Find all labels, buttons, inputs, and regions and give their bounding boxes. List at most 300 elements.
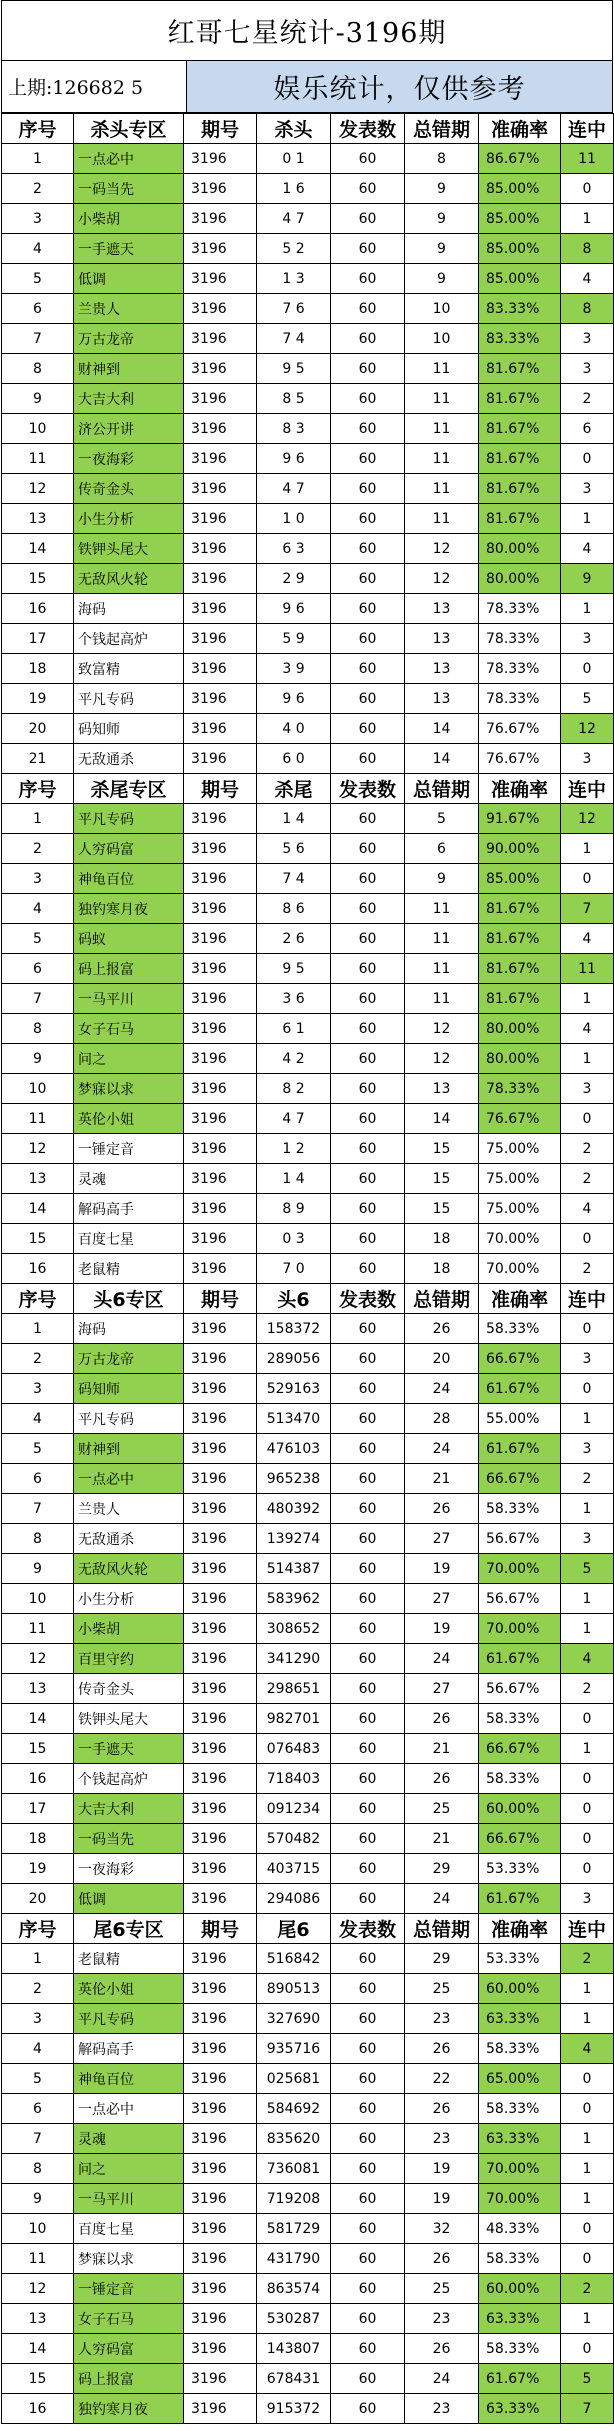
win-streak: 3 xyxy=(561,1524,614,1554)
header-count: 发表数 xyxy=(331,114,405,144)
table-row xyxy=(2,2214,614,2244)
accuracy-rate: 81.67% xyxy=(479,414,561,444)
win-streak: 0 xyxy=(561,444,614,474)
issue-number: 3196 xyxy=(184,2274,257,2304)
issue-number: 3196 xyxy=(184,1644,257,1674)
total-errors: 14 xyxy=(405,744,479,774)
issue-number: 3196 xyxy=(184,954,257,984)
issue-number: 3196 xyxy=(184,594,257,624)
post-count: 60 xyxy=(331,594,405,624)
post-count: 60 xyxy=(331,2304,405,2334)
table-row xyxy=(2,654,614,684)
predictor-name: 一夜海彩 xyxy=(74,444,184,474)
post-count: 60 xyxy=(331,2064,405,2094)
prediction-value: 4 7 xyxy=(257,204,331,234)
prediction-value: 1 2 xyxy=(257,1134,331,1164)
prediction-value: 9 6 xyxy=(257,594,331,624)
prediction-value: 143807 xyxy=(257,2334,331,2364)
table-row xyxy=(2,1104,614,1134)
last-issue-result: 上期:126682 5 xyxy=(2,61,187,112)
table-row xyxy=(2,624,614,654)
prediction-value: 9 6 xyxy=(257,444,331,474)
accuracy-rate: 75.00% xyxy=(479,1134,561,1164)
row-index: 20 xyxy=(2,1884,74,1914)
win-streak: 3 xyxy=(561,744,614,774)
prediction-value: 139274 xyxy=(257,1524,331,1554)
issue-number: 3196 xyxy=(184,984,257,1014)
row-index: 14 xyxy=(2,1704,74,1734)
accuracy-rate: 61.67% xyxy=(479,1644,561,1674)
issue-number: 3196 xyxy=(184,144,257,174)
table-row xyxy=(2,2034,614,2064)
total-errors: 14 xyxy=(405,714,479,744)
issue-number: 3196 xyxy=(184,1734,257,1764)
total-errors: 26 xyxy=(405,1764,479,1794)
total-errors: 9 xyxy=(405,174,479,204)
issue-number: 3196 xyxy=(184,384,257,414)
win-streak: 9 xyxy=(561,564,614,594)
prediction-value: 584692 xyxy=(257,2094,331,2124)
predictor-name: 女子石马 xyxy=(74,2304,184,2334)
win-streak: 1 xyxy=(561,2304,614,2334)
predictor-name: 一手遮天 xyxy=(74,234,184,264)
row-index: 4 xyxy=(2,894,74,924)
row-index: 14 xyxy=(2,1194,74,1224)
table-row xyxy=(2,1764,614,1794)
total-errors: 11 xyxy=(405,444,479,474)
issue-number: 3196 xyxy=(184,1974,257,2004)
row-index: 12 xyxy=(2,1134,74,1164)
total-errors: 11 xyxy=(405,924,479,954)
predictor-name: 问之 xyxy=(74,2154,184,2184)
header-index: 序号 xyxy=(2,1284,74,1314)
accuracy-rate: 58.33% xyxy=(479,1704,561,1734)
post-count: 60 xyxy=(331,1344,405,1374)
total-errors: 28 xyxy=(405,1404,479,1434)
row-index: 1 xyxy=(2,804,74,834)
predictor-name: 小柴胡 xyxy=(74,204,184,234)
row-index: 4 xyxy=(2,1404,74,1434)
issue-number: 3196 xyxy=(184,1464,257,1494)
total-errors: 27 xyxy=(405,1524,479,1554)
post-count: 60 xyxy=(331,1524,405,1554)
issue-number: 3196 xyxy=(184,1944,257,1974)
predictor-name: 英伦小姐 xyxy=(74,1104,184,1134)
prediction-value: 7 6 xyxy=(257,294,331,324)
post-count: 60 xyxy=(331,234,405,264)
table-row xyxy=(2,2184,614,2214)
row-index: 7 xyxy=(2,2124,74,2154)
prediction-value: 480392 xyxy=(257,1494,331,1524)
win-streak: 3 xyxy=(561,1434,614,1464)
accuracy-rate: 56.67% xyxy=(479,1674,561,1704)
issue-number: 3196 xyxy=(184,1824,257,1854)
total-errors: 18 xyxy=(405,1254,479,1284)
header-accuracy: 准确率 xyxy=(479,114,561,144)
win-streak: 0 xyxy=(561,1224,614,1254)
prediction-value: 6 1 xyxy=(257,1014,331,1044)
predictor-name: 灵魂 xyxy=(74,1164,184,1194)
predictor-name: 传奇金头 xyxy=(74,1674,184,1704)
accuracy-rate: 80.00% xyxy=(479,564,561,594)
table-row xyxy=(2,594,614,624)
issue-number: 3196 xyxy=(184,1194,257,1224)
table-row xyxy=(2,1614,614,1644)
accuracy-rate: 58.33% xyxy=(479,2094,561,2124)
issue-number: 3196 xyxy=(184,1614,257,1644)
prediction-value: 2 6 xyxy=(257,924,331,954)
accuracy-rate: 91.67% xyxy=(479,804,561,834)
post-count: 60 xyxy=(331,204,405,234)
predictor-name: 独钓寒月夜 xyxy=(74,2394,184,2424)
predictor-name: 老鼠精 xyxy=(74,1944,184,1974)
accuracy-rate: 85.00% xyxy=(479,264,561,294)
subtitle-row xyxy=(1,60,613,113)
issue-number: 3196 xyxy=(184,714,257,744)
total-errors: 12 xyxy=(405,534,479,564)
total-errors: 20 xyxy=(405,1344,479,1374)
post-count: 60 xyxy=(331,894,405,924)
total-errors: 11 xyxy=(405,984,479,1014)
win-streak: 12 xyxy=(561,714,614,744)
prediction-value: 298651 xyxy=(257,1674,331,1704)
table-row xyxy=(2,414,614,444)
header-zone: 尾6专区 xyxy=(74,1914,184,1944)
header-errors: 总错期 xyxy=(405,1914,479,1944)
total-errors: 21 xyxy=(405,1464,479,1494)
win-streak: 3 xyxy=(561,1884,614,1914)
table-row xyxy=(2,2094,614,2124)
accuracy-rate: 58.33% xyxy=(479,2034,561,2064)
row-index: 9 xyxy=(2,384,74,414)
row-index: 19 xyxy=(2,684,74,714)
predictor-name: 万古龙帝 xyxy=(74,1344,184,1374)
win-streak: 1 xyxy=(561,504,614,534)
accuracy-rate: 61.67% xyxy=(479,1884,561,1914)
header-errors: 总错期 xyxy=(405,774,479,804)
win-streak: 1 xyxy=(561,2184,614,2214)
prediction-value: 341290 xyxy=(257,1644,331,1674)
win-streak: 8 xyxy=(561,234,614,264)
table-row xyxy=(2,684,614,714)
row-index: 14 xyxy=(2,2334,74,2364)
table-row xyxy=(2,2244,614,2274)
header-count: 发表数 xyxy=(331,774,405,804)
table-row xyxy=(2,1404,614,1434)
prediction-value: 1 0 xyxy=(257,504,331,534)
win-streak: 4 xyxy=(561,2034,614,2064)
row-index: 17 xyxy=(2,1794,74,1824)
issue-number: 3196 xyxy=(184,1524,257,1554)
prediction-value: 289056 xyxy=(257,1344,331,1374)
predictor-name: 个钱起高炉 xyxy=(74,1764,184,1794)
header-zone: 杀尾专区 xyxy=(74,774,184,804)
issue-number: 3196 xyxy=(184,2364,257,2394)
row-index: 13 xyxy=(2,1674,74,1704)
table-row xyxy=(2,2154,614,2184)
total-errors: 11 xyxy=(405,894,479,924)
predictor-name: 百里守约 xyxy=(74,1644,184,1674)
predictor-name: 神龟百位 xyxy=(74,864,184,894)
accuracy-rate: 63.33% xyxy=(479,2304,561,2334)
issue-number: 3196 xyxy=(184,1704,257,1734)
win-streak: 0 xyxy=(561,1854,614,1884)
prediction-value: 935716 xyxy=(257,2034,331,2064)
row-index: 5 xyxy=(2,2064,74,2094)
table-row xyxy=(2,2064,614,2094)
row-index: 10 xyxy=(2,414,74,444)
post-count: 60 xyxy=(331,654,405,684)
issue-number: 3196 xyxy=(184,1794,257,1824)
win-streak: 4 xyxy=(561,1194,614,1224)
prediction-value: 890513 xyxy=(257,1974,331,2004)
total-errors: 23 xyxy=(405,2124,479,2154)
prediction-value: 736081 xyxy=(257,2154,331,2184)
row-index: 8 xyxy=(2,2154,74,2184)
predictor-name: 独钓寒月夜 xyxy=(74,894,184,924)
table-row xyxy=(2,474,614,504)
row-index: 1 xyxy=(2,144,74,174)
prediction-value: 719208 xyxy=(257,2184,331,2214)
predictor-name: 解码高手 xyxy=(74,1194,184,1224)
header-issue: 期号 xyxy=(184,114,257,144)
issue-number: 3196 xyxy=(184,414,257,444)
predictor-name: 一锤定音 xyxy=(74,1134,184,1164)
stats-table xyxy=(1,113,614,2424)
post-count: 60 xyxy=(331,1194,405,1224)
total-errors: 11 xyxy=(405,954,479,984)
post-count: 60 xyxy=(331,954,405,984)
issue-number: 3196 xyxy=(184,1764,257,1794)
prediction-value: 1 4 xyxy=(257,804,331,834)
accuracy-rate: 86.67% xyxy=(479,144,561,174)
accuracy-rate: 81.67% xyxy=(479,354,561,384)
table-row xyxy=(2,1194,614,1224)
accuracy-rate: 81.67% xyxy=(479,504,561,534)
table-row xyxy=(2,834,614,864)
win-streak: 1 xyxy=(561,2154,614,2184)
table-row xyxy=(2,1524,614,1554)
issue-number: 3196 xyxy=(184,534,257,564)
total-errors: 14 xyxy=(405,1104,479,1134)
accuracy-rate: 63.33% xyxy=(479,2004,561,2034)
win-streak: 1 xyxy=(561,1404,614,1434)
predictor-name: 小生分析 xyxy=(74,1584,184,1614)
total-errors: 15 xyxy=(405,1194,479,1224)
table-row xyxy=(2,2274,614,2304)
table-row xyxy=(2,444,614,474)
win-streak: 0 xyxy=(561,1794,614,1824)
table-row xyxy=(2,1224,614,1254)
row-index: 13 xyxy=(2,1164,74,1194)
accuracy-rate: 60.00% xyxy=(479,1794,561,1824)
prediction-value: 513470 xyxy=(257,1404,331,1434)
win-streak: 3 xyxy=(561,1074,614,1104)
prediction-value: 6 0 xyxy=(257,744,331,774)
issue-number: 3196 xyxy=(184,2214,257,2244)
total-errors: 27 xyxy=(405,1584,479,1614)
row-index: 9 xyxy=(2,1044,74,1074)
post-count: 60 xyxy=(331,174,405,204)
row-index: 11 xyxy=(2,2244,74,2274)
predictor-name: 济公开讲 xyxy=(74,414,184,444)
accuracy-rate: 70.00% xyxy=(479,1614,561,1644)
predictor-name: 致富精 xyxy=(74,654,184,684)
predictor-name: 英伦小姐 xyxy=(74,1974,184,2004)
table-row xyxy=(2,1434,614,1464)
win-streak: 11 xyxy=(561,144,614,174)
row-index: 3 xyxy=(2,1374,74,1404)
accuracy-rate: 80.00% xyxy=(479,1044,561,1074)
total-errors: 9 xyxy=(405,234,479,264)
post-count: 60 xyxy=(331,624,405,654)
table-row xyxy=(2,1854,614,1884)
issue-number: 3196 xyxy=(184,1884,257,1914)
header-zone: 头6专区 xyxy=(74,1284,184,1314)
issue-number: 3196 xyxy=(184,1254,257,1284)
post-count: 60 xyxy=(331,2394,405,2424)
row-index: 15 xyxy=(2,564,74,594)
prediction-value: 8 6 xyxy=(257,894,331,924)
predictor-name: 问之 xyxy=(74,1044,184,1074)
post-count: 60 xyxy=(331,2154,405,2184)
predictor-name: 一点必中 xyxy=(74,2094,184,2124)
row-index: 7 xyxy=(2,324,74,354)
post-count: 60 xyxy=(331,1674,405,1704)
row-index: 7 xyxy=(2,984,74,1014)
issue-number: 3196 xyxy=(184,294,257,324)
table-row xyxy=(2,174,614,204)
issue-number: 3196 xyxy=(184,924,257,954)
post-count: 60 xyxy=(331,744,405,774)
table-row xyxy=(2,1164,614,1194)
prediction-value: 476103 xyxy=(257,1434,331,1464)
accuracy-rate: 78.33% xyxy=(479,684,561,714)
stats-sheet xyxy=(1,0,613,2424)
post-count: 60 xyxy=(331,2124,405,2154)
row-index: 11 xyxy=(2,1614,74,1644)
issue-number: 3196 xyxy=(184,2184,257,2214)
issue-number: 3196 xyxy=(184,564,257,594)
post-count: 60 xyxy=(331,1224,405,1254)
issue-number: 3196 xyxy=(184,2034,257,2064)
win-streak: 1 xyxy=(561,2124,614,2154)
table-row xyxy=(2,2004,614,2034)
table-row xyxy=(2,924,614,954)
post-count: 60 xyxy=(331,2094,405,2124)
table-row xyxy=(2,1344,614,1374)
predictor-name: 无敌通杀 xyxy=(74,1524,184,1554)
accuracy-rate: 78.33% xyxy=(479,624,561,654)
predictor-name: 海码 xyxy=(74,1314,184,1344)
accuracy-rate: 81.67% xyxy=(479,924,561,954)
issue-number: 3196 xyxy=(184,1434,257,1464)
issue-number: 3196 xyxy=(184,234,257,264)
post-count: 60 xyxy=(331,864,405,894)
prediction-value: 581729 xyxy=(257,2214,331,2244)
post-count: 60 xyxy=(331,2034,405,2064)
total-errors: 19 xyxy=(405,2154,479,2184)
row-index: 11 xyxy=(2,444,74,474)
post-count: 60 xyxy=(331,294,405,324)
accuracy-rate: 63.33% xyxy=(479,2124,561,2154)
post-count: 60 xyxy=(331,504,405,534)
predictor-name: 码蚁 xyxy=(74,924,184,954)
post-count: 60 xyxy=(331,1824,405,1854)
predictor-name: 一码当先 xyxy=(74,1824,184,1854)
total-errors: 29 xyxy=(405,1854,479,1884)
table-row xyxy=(2,804,614,834)
issue-number: 3196 xyxy=(184,744,257,774)
prediction-value: 570482 xyxy=(257,1824,331,1854)
post-count: 60 xyxy=(331,1884,405,1914)
prediction-value: 4 2 xyxy=(257,1044,331,1074)
table-row xyxy=(2,864,614,894)
total-errors: 25 xyxy=(405,1794,479,1824)
prediction-value: 8 3 xyxy=(257,414,331,444)
prediction-value: 091234 xyxy=(257,1794,331,1824)
table-row xyxy=(2,1134,614,1164)
total-errors: 12 xyxy=(405,1044,479,1074)
table-row xyxy=(2,1074,614,1104)
win-streak: 0 xyxy=(561,1314,614,1344)
predictor-name: 无敌风火轮 xyxy=(74,1554,184,1584)
win-streak: 0 xyxy=(561,2244,614,2274)
prediction-value: 3 9 xyxy=(257,654,331,684)
post-count: 60 xyxy=(331,1434,405,1464)
prediction-value: 9 5 xyxy=(257,354,331,384)
win-streak: 0 xyxy=(561,1104,614,1134)
row-index: 2 xyxy=(2,834,74,864)
win-streak: 11 xyxy=(561,954,614,984)
predictor-name: 人穷码富 xyxy=(74,2334,184,2364)
table-row xyxy=(2,1974,614,2004)
issue-number: 3196 xyxy=(184,174,257,204)
table-row xyxy=(2,1944,614,1974)
total-errors: 6 xyxy=(405,834,479,864)
win-streak: 1 xyxy=(561,2004,614,2034)
row-index: 8 xyxy=(2,354,74,384)
total-errors: 5 xyxy=(405,804,479,834)
prediction-value: 6 3 xyxy=(257,534,331,564)
header-accuracy: 准确率 xyxy=(479,1914,561,1944)
post-count: 60 xyxy=(331,1974,405,2004)
accuracy-rate: 90.00% xyxy=(479,834,561,864)
issue-number: 3196 xyxy=(184,1854,257,1884)
header-index: 序号 xyxy=(2,774,74,804)
table-row xyxy=(2,144,614,174)
accuracy-rate: 70.00% xyxy=(479,1254,561,1284)
post-count: 60 xyxy=(331,264,405,294)
accuracy-rate: 61.67% xyxy=(479,2364,561,2394)
prediction-value: 835620 xyxy=(257,2124,331,2154)
accuracy-rate: 85.00% xyxy=(479,174,561,204)
row-index: 15 xyxy=(2,1224,74,1254)
post-count: 60 xyxy=(331,714,405,744)
total-errors: 19 xyxy=(405,1614,479,1644)
issue-number: 3196 xyxy=(184,354,257,384)
win-streak: 8 xyxy=(561,294,614,324)
row-index: 18 xyxy=(2,1824,74,1854)
predictor-name: 一马平川 xyxy=(74,984,184,1014)
total-errors: 26 xyxy=(405,2094,479,2124)
accuracy-rate: 76.67% xyxy=(479,714,561,744)
prediction-value: 915372 xyxy=(257,2394,331,2424)
prediction-value: 516842 xyxy=(257,1944,331,1974)
total-errors: 18 xyxy=(405,1224,479,1254)
accuracy-rate: 48.33% xyxy=(479,2214,561,2244)
predictor-name: 一锤定音 xyxy=(74,2274,184,2304)
